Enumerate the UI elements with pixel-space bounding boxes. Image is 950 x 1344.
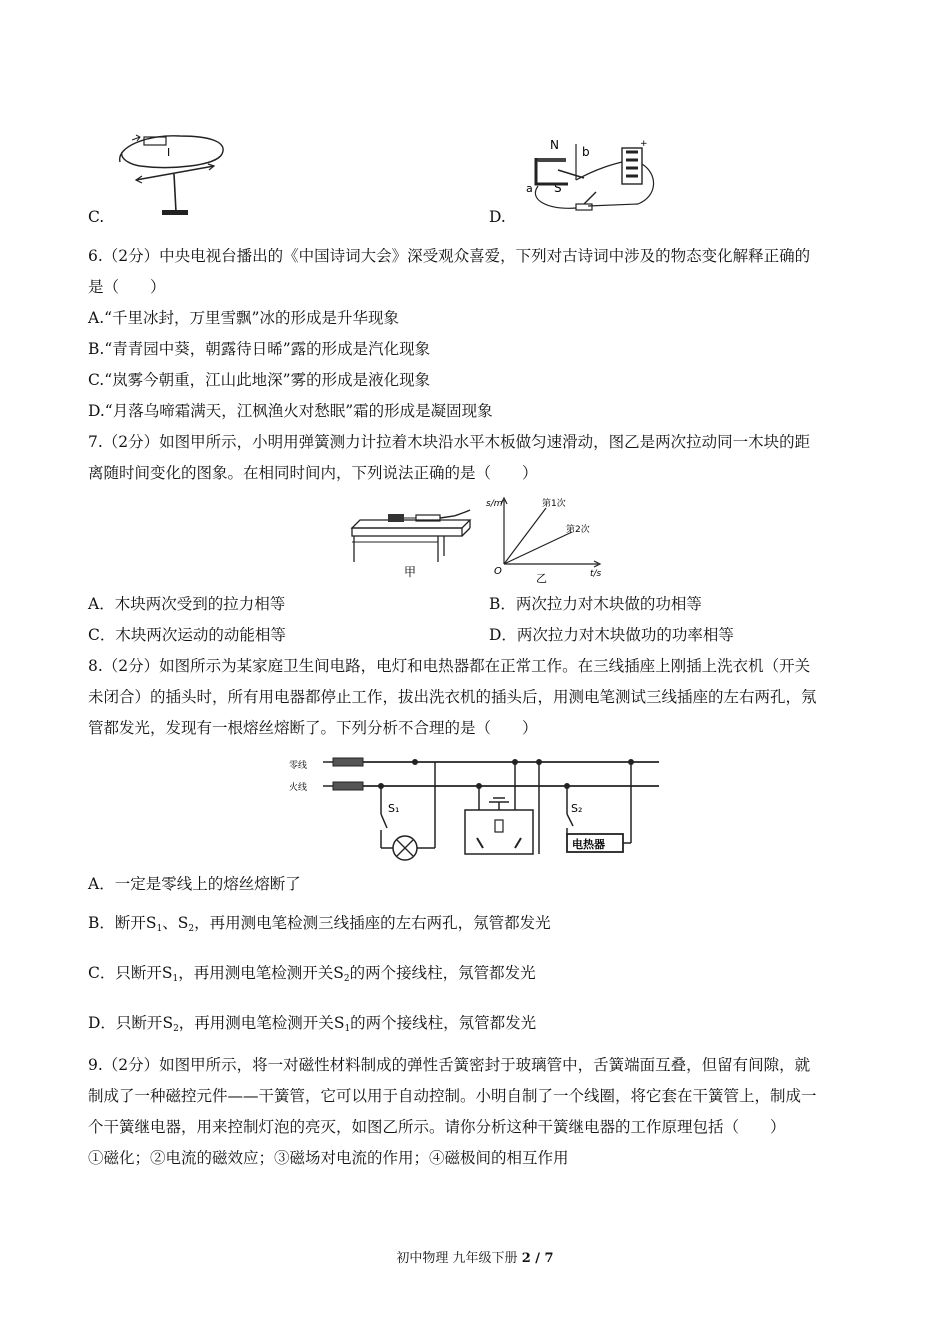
q8-stem-line3: 管都发光，发现有一根熔丝熔断了。下列分析不合理的是（ ） <box>88 719 538 737</box>
page-number: 2 / 7 <box>521 1251 554 1266</box>
q6-stem-line1: 6.（2分）中央电视台播出的《中国诗词大会》深受观众喜爱，下列对古诗词中涉及的物态变化解释正确的 <box>88 247 811 265</box>
q6-option-a: A.“千里冰封，万里雪飘”冰的形成是升华现象 <box>88 309 399 327</box>
svg-text:S₁: S₁ <box>388 802 400 815</box>
graph-line-1 <box>504 508 546 564</box>
q9-stem-line3: 个干簧继电器，用来控制灯泡的亮灭，如图乙所示。请你分析这种干簧继电器的工作原理包括（ ） <box>88 1118 786 1136</box>
q8-option-b: B．断开$S_1$、$S_2$，再用测电笔检测三线插座的左右两孔，氖管都发光 <box>88 914 551 934</box>
svg-text:t/s: t/s <box>590 569 602 579</box>
svg-text:+: + <box>640 139 648 149</box>
q9-stem-line2: 制成了一种磁控元件——干簧管，它可以用于自动控制。小明自制了一个线圈，将它套在干簧管上，制成一 <box>88 1087 817 1105</box>
fig7-jia-label: 甲 <box>404 565 417 579</box>
q7-stem-line1: 7.（2分）如图甲所示，小明用弹簧测力计拉着木块沿水平木板做匀速滑动，图乙是两次拉动同一木块的距 <box>88 433 811 451</box>
q6-option-c: C.“岚雾今朝重，江山此地深”雾的形成是液化现象 <box>88 371 431 389</box>
q7-option-d: D．两次拉力对木块做功的功率相等 <box>489 626 734 644</box>
q5-option-d: D. <box>489 208 506 226</box>
figure-5d <box>518 134 668 220</box>
fig5c-label-i: I <box>167 146 171 159</box>
svg-text:S: S <box>554 181 562 195</box>
svg-text:S₂: S₂ <box>571 802 583 815</box>
q9-stem-line4: ①磁化；②电流的磁效应；③磁场对电流的作用；④磁极间的相互作用 <box>88 1149 569 1167</box>
graph-line-2 <box>504 532 572 564</box>
q7-stem-line2: 离随时间变化的图象。在相同时间内，下列说法正确的是（ ） <box>88 464 538 482</box>
svg-text:乙: 乙 <box>536 572 547 584</box>
q8-option-a: A．一定是零线上的熔丝熔断了 <box>88 875 301 893</box>
svg-text:O: O <box>494 566 502 577</box>
footer-text: 初中物理 九年级下册 <box>396 1251 522 1266</box>
svg-text:火线: 火线 <box>289 783 308 793</box>
q7-option-b: B．两次拉力对木块做的功相等 <box>489 595 702 613</box>
q8-option-d: D．只断开$S_2$，再用测电笔检测开关$S_1$的两个接线柱，氖管都发光 <box>88 1014 537 1034</box>
q8-option-c: C．只断开$S_1$，再用测电笔检测开关$S_2$的两个接线柱，氖管都发光 <box>88 964 536 984</box>
figure-8-circuit <box>285 750 665 862</box>
q6-stem-line2: 是（ ） <box>88 278 166 296</box>
q7-option-c: C．木块两次运动的动能相等 <box>88 626 286 644</box>
svg-text:第1次: 第1次 <box>542 499 566 509</box>
figure-5c <box>110 124 235 220</box>
figure-7-jia <box>350 506 480 584</box>
q8-stem-line1: 8.（2分）如图所示为某家庭卫生间电路，电灯和电热器都在正常工作。在三线插座上刚插上洗衣机（开关 <box>88 657 811 675</box>
q9-stem-line1: 9.（2分）如图甲所示，将一对磁性材料制成的弹性舌簧密封于玻璃管中，舌簧端面互叠，但留有间隙，就 <box>88 1056 811 1074</box>
svg-text:零线: 零线 <box>289 761 308 771</box>
figure-7-yi-graph <box>486 494 606 584</box>
q5-option-c: C. <box>88 208 105 226</box>
svg-text:b: b <box>582 145 590 159</box>
svg-text:s/m: s/m <box>486 499 503 509</box>
svg-text:N: N <box>550 138 559 152</box>
page-footer <box>0 1247 950 1266</box>
svg-text:电热器: 电热器 <box>572 838 605 851</box>
q6-option-b: B.“青青园中葵，朝露待日晞”露的形成是汽化现象 <box>88 340 431 358</box>
q6-option-d: D.“月落乌啼霜满天，江枫渔火对愁眠”霜的形成是凝固现象 <box>88 402 493 420</box>
svg-text:a: a <box>526 182 533 195</box>
q7-option-a: A．木块两次受到的拉力相等 <box>88 595 286 613</box>
svg-text:第2次: 第2次 <box>566 525 590 535</box>
q8-stem-line2: 未闭合）的插头时，所有用电器都停止工作，拔出洗衣机的插头后，用测电笔测试三线插座的左右两孔，氖 <box>88 688 817 706</box>
